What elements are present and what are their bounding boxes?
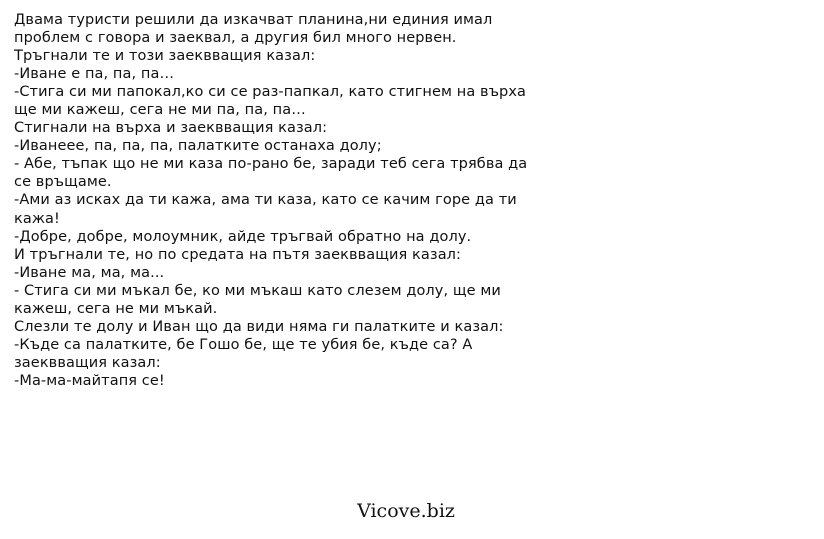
joke-line: Стигнали на върха и заеквващия казал: (14, 120, 328, 137)
joke-line: - Стига си ми мъкал бе, ко ми мъкаш като слезем долу, ще ми (14, 282, 501, 299)
joke-line: заеквващия казал: (14, 354, 161, 371)
joke-line: се връщаме. (14, 174, 112, 191)
joke-line: Двама туристи решили да изкачват планина,ни единия имал (14, 12, 493, 28)
joke-line: ще ми кажеш, сега не ми па, па, па… (14, 102, 306, 119)
joke-line: кажеш, сега не ми мъкай. (14, 300, 218, 317)
joke-line: проблем с говора и заеквал, а другия бил много нервен. (14, 30, 457, 47)
joke-line: кажа! (14, 210, 60, 227)
joke-line: -Добре, добре, молоумник, айде тръгвай обратно на долу. (14, 228, 472, 245)
joke-line: -Иванеее, па, па, па, палатките останаха долу; (14, 138, 382, 155)
joke-line: -Ами аз исках да ти кажа, ама ти каза, като се качим горе да ти (14, 192, 517, 209)
joke-line: - Абе, тъпак що не ми каза по-рано бе, заради теб сега трябва да (14, 156, 528, 173)
joke-line: -Иване ма, ма, ма... (14, 264, 165, 281)
joke-text (14, 11, 814, 390)
joke-line: -Иване е па, па, па… (14, 66, 175, 83)
joke-line: И тръгнали те, но по средата на пътя заеквващия казал: (14, 246, 462, 263)
joke-line: -Ма-ма-майтапя се! (14, 372, 165, 389)
joke-line: -Къде са палатките, бе Гошо бе, ще те убия бе, къде са? А (14, 336, 473, 353)
joke-line: Слезли те долу и Иван що да види няма ги палатките и казал: (14, 318, 504, 335)
site-watermark: Vicove.biz (357, 500, 455, 522)
joke-line: Тръгнали те и този заеквващия казал: (14, 48, 316, 65)
joke-line: -Стига си ми папокал,ко си се раз-папкал, като стигнем на върха (14, 84, 527, 101)
